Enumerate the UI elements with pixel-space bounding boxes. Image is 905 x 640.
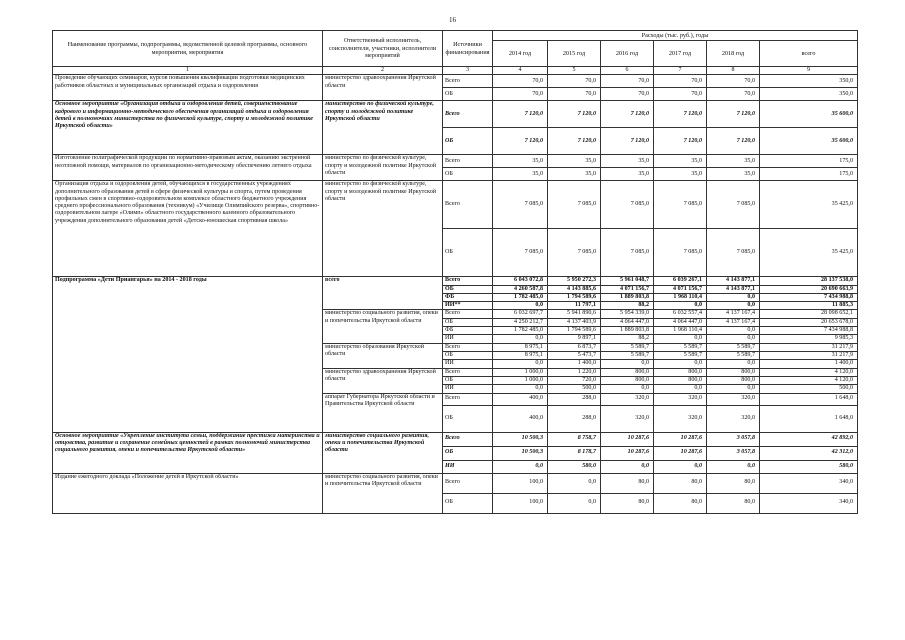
table-row: [53, 473, 858, 493]
funding-source: ФБ: [443, 293, 493, 301]
col-index: 5: [548, 67, 601, 75]
executor: министерство образования Иркутской области: [323, 343, 443, 368]
expense-value: 320,0: [707, 405, 760, 432]
expense-value: 0,0: [654, 302, 707, 310]
expense-value: 800,0: [601, 376, 654, 384]
program-name: Основное мероприятие «Укрепление института семьи, поддержание престижа материнства и отцовства, развитие и сохранение семейных ценностей в рамках полномочий министерства социального развития, опеки и попечительства Иркутской области»: [53, 432, 323, 473]
expense-value: 4 260 587,8: [493, 285, 548, 293]
expense-value: 1 782 485,0: [493, 293, 548, 301]
table-row: [53, 432, 858, 446]
expense-value: 800,0: [654, 368, 707, 376]
header-total: всего: [760, 41, 858, 67]
expense-value: 0,0: [493, 385, 548, 393]
expense-value: 42 312,0: [760, 446, 858, 460]
expense-value: 8 975,1: [493, 343, 548, 351]
funding-source: ИИ**: [443, 302, 493, 310]
header-year: 2014 год: [493, 41, 548, 67]
expense-value: 10 287,6: [654, 432, 707, 446]
expense-value: 1 782 485,0: [493, 327, 548, 335]
expense-value: 35,0: [707, 168, 760, 181]
expense-value: 1 889 803,8: [601, 327, 654, 335]
expense-value: 35 425,0: [760, 229, 858, 277]
funding-source: ИИ: [443, 335, 493, 343]
expense-value: 9 897,1: [548, 335, 601, 343]
executor: всего: [323, 277, 443, 310]
expense-value: 0,0: [707, 385, 760, 393]
header-expenses: Расходы (тыс. руб.), годы: [493, 31, 858, 41]
funding-source: ОБ: [443, 446, 493, 460]
expense-value: 3 057,8: [707, 432, 760, 446]
expense-value: 7 120,0: [654, 128, 707, 155]
header-year: 2015 год: [548, 41, 601, 67]
expense-value: 0,0: [493, 302, 548, 310]
expense-value: 4 137 167,4: [707, 318, 760, 326]
table-row: [53, 101, 858, 128]
expense-value: 7 085,0: [493, 229, 548, 277]
expense-value: 7 085,0: [654, 229, 707, 277]
expense-value: 70,0: [601, 75, 654, 88]
expense-value: 0,0: [654, 360, 707, 368]
expense-value: 350,0: [760, 88, 858, 101]
expense-value: 4 120,0: [760, 376, 858, 384]
expense-value: 400,0: [493, 405, 548, 432]
page-number: 16: [449, 16, 456, 24]
expense-value: 0,0: [707, 293, 760, 301]
expense-value: 7 434 988,8: [760, 293, 858, 301]
expense-value: 1 000,0: [493, 376, 548, 384]
expense-value: 5 473,7: [548, 352, 601, 360]
expense-value: 7 085,0: [601, 181, 654, 229]
executor: министерство социального развития, опеки и попечительства Иркутской области: [323, 473, 443, 513]
expense-value: 35,0: [493, 155, 548, 168]
funding-source: ОБ: [443, 352, 493, 360]
expense-value: 6 032 557,4: [654, 310, 707, 318]
expense-value: 88,2: [601, 335, 654, 343]
funding-source: ОБ: [443, 376, 493, 384]
expense-value: 10 287,6: [601, 432, 654, 446]
expense-value: 0,0: [493, 335, 548, 343]
program-name: Изготовление полиграфической продукции по нормативно-правовым актам, оказанию экстренной неотложной помощи, материалов по организационно-методическому обеспечению летнего отдыха: [53, 155, 323, 181]
expense-value: 7 120,0: [493, 128, 548, 155]
expense-value: 0,0: [601, 360, 654, 368]
expense-value: 320,0: [601, 405, 654, 432]
expense-value: 4 137 403,9: [548, 318, 601, 326]
expense-value: 0,0: [493, 360, 548, 368]
funding-source: ОБ: [443, 229, 493, 277]
col-index: 2: [323, 67, 443, 75]
expense-value: 70,0: [548, 75, 601, 88]
expense-value: 35,0: [493, 168, 548, 181]
executor: министерство по физической культуре, спорту и молодежной политике Иркутской области: [323, 155, 443, 181]
expense-value: 350,0: [760, 75, 858, 88]
expense-value: 35,0: [707, 155, 760, 168]
expense-value: 100,0: [493, 493, 548, 513]
expense-value: 0,0: [493, 460, 548, 473]
expense-value: 1 968 110,4: [654, 327, 707, 335]
executor: министерство по физической культуре, спорту и молодежной политике Иркутской области: [323, 101, 443, 155]
funding-source: ОБ: [443, 128, 493, 155]
program-name: Проведение обучающих семинаров, курсов повышения квалификации подготовки медицинских работников областных и муниципальных организаций отдыха и оздоровления: [53, 75, 323, 101]
expense-value: 7 085,0: [654, 181, 707, 229]
expense-value: 35,0: [654, 168, 707, 181]
expense-value: 340,0: [760, 473, 858, 493]
header-year: 2016 год: [601, 41, 654, 67]
expense-value: 6 032 697,7: [493, 310, 548, 318]
funding-source: ОБ: [443, 318, 493, 326]
program-name: Издание ежегодного доклада «Положение детей в Иркутской области»: [53, 473, 323, 513]
expense-value: 1 968 110,4: [654, 293, 707, 301]
expense-value: 80,0: [707, 493, 760, 513]
expense-value: 800,0: [601, 368, 654, 376]
funding-source: ОБ: [443, 285, 493, 293]
expense-value: 70,0: [707, 88, 760, 101]
expense-value: 80,0: [654, 493, 707, 513]
executor: министерство по физической культуре, спорту и молодежной политике Иркутской области: [323, 181, 443, 277]
expense-value: 4 137 167,4: [707, 310, 760, 318]
expense-value: 0,0: [548, 493, 601, 513]
expense-value: 10 287,6: [654, 446, 707, 460]
expense-value: 35,0: [601, 155, 654, 168]
expense-value: 1 648,0: [760, 393, 858, 405]
expense-value: 175,0: [760, 168, 858, 181]
expense-value: 320,0: [601, 393, 654, 405]
executor: министерство здравоохранения Иркутской области: [323, 75, 443, 101]
expense-value: 580,0: [760, 460, 858, 473]
expense-value: 0,0: [548, 473, 601, 493]
expense-value: 288,0: [548, 393, 601, 405]
expense-value: 80,0: [601, 473, 654, 493]
expense-value: 5 961 048,7: [601, 277, 654, 285]
expense-value: 28 137 538,0: [760, 277, 858, 285]
expense-value: 6 873,7: [548, 343, 601, 351]
expense-value: 5 589,7: [654, 343, 707, 351]
expense-value: 288,0: [548, 405, 601, 432]
expense-value: 80,0: [601, 493, 654, 513]
expense-value: 100,0: [493, 473, 548, 493]
expense-value: 5 954 339,0: [601, 310, 654, 318]
funding-source: ФБ: [443, 327, 493, 335]
expense-value: 11 797,1: [548, 302, 601, 310]
expense-value: 35 425,0: [760, 181, 858, 229]
expense-value: 1 889 803,8: [601, 293, 654, 301]
expense-value: 7 085,0: [707, 181, 760, 229]
expense-value: 4 064 447,0: [654, 318, 707, 326]
expense-value: 320,0: [654, 405, 707, 432]
funding-source: ОБ: [443, 88, 493, 101]
funding-source: Всего: [443, 75, 493, 88]
expense-value: 340,0: [760, 493, 858, 513]
expense-value: 7 120,0: [601, 101, 654, 128]
program-name: Основное мероприятие «Организация отдыха и оздоровления детей, совершенствование кадрового и информационно-методического обеспечения организаций отдыха и оздоровления детей в полномочиях министерства по физической культуре, спорту и молодежной политике Иркутской области»: [53, 101, 323, 155]
expense-value: 10 287,6: [601, 446, 654, 460]
expense-value: 1 400,0: [548, 360, 601, 368]
expense-value: 0,0: [707, 302, 760, 310]
expense-value: 4 143 885,6: [548, 285, 601, 293]
expense-value: 500,0: [548, 385, 601, 393]
expense-value: 320,0: [654, 393, 707, 405]
expense-value: 35,0: [548, 168, 601, 181]
expense-value: 31 217,9: [760, 352, 858, 360]
expense-value: 7 085,0: [548, 229, 601, 277]
expense-value: 7 085,0: [707, 229, 760, 277]
expense-value: 7 120,0: [548, 128, 601, 155]
program-name: Подпрограмма «Дети Приангарья» на 2014 - 2018 годы: [53, 277, 323, 432]
funding-source: ИИ: [443, 460, 493, 473]
funding-source: Всего: [443, 101, 493, 128]
expense-value: 8 178,7: [548, 446, 601, 460]
expense-value: 70,0: [493, 75, 548, 88]
executor: аппарат Губернатора Иркутской области и Правительства Иркутской области: [323, 393, 443, 432]
expense-value: 70,0: [654, 75, 707, 88]
expense-value: 5 941 890,6: [548, 310, 601, 318]
expense-value: 6 039 267,1: [654, 277, 707, 285]
expense-value: 70,0: [707, 75, 760, 88]
expense-value: 8 975,1: [493, 352, 548, 360]
funding-source: ИИ: [443, 360, 493, 368]
expense-value: 7 085,0: [493, 181, 548, 229]
funding-source: ОБ: [443, 168, 493, 181]
header-executor: Ответственный исполнитель, соисполнители, участники, исполнители мероприятий: [323, 31, 443, 67]
table-row: [53, 277, 858, 285]
expense-value: 5 589,7: [601, 343, 654, 351]
expense-value: 7 085,0: [601, 229, 654, 277]
expense-value: 5 589,7: [601, 352, 654, 360]
table-body: [53, 75, 858, 513]
expense-value: 0,0: [707, 360, 760, 368]
expense-value: 0,0: [654, 335, 707, 343]
expense-value: 800,0: [707, 376, 760, 384]
expense-value: 0,0: [601, 385, 654, 393]
expense-value: 175,0: [760, 155, 858, 168]
expense-value: 35 600,0: [760, 128, 858, 155]
expense-value: 80,0: [707, 473, 760, 493]
expense-value: 4 250 212,7: [493, 318, 548, 326]
header-year: 2018 год: [707, 41, 760, 67]
funding-source: ОБ: [443, 493, 493, 513]
expense-value: 35,0: [654, 155, 707, 168]
col-index: 1: [53, 67, 323, 75]
header-source: Источники финансирования: [443, 31, 493, 67]
expense-value: 9 985,3: [760, 335, 858, 343]
expense-value: 5 589,7: [707, 352, 760, 360]
expense-value: 0,0: [654, 460, 707, 473]
expense-value: 7 120,0: [654, 101, 707, 128]
expense-value: 0,0: [601, 460, 654, 473]
table-row: [53, 75, 858, 88]
expense-value: 7 120,0: [601, 128, 654, 155]
executor: министерство социального развития, опеки и попечительства Иркутской области: [323, 310, 443, 343]
expense-value: 0,0: [707, 335, 760, 343]
expense-value: 31 217,9: [760, 343, 858, 351]
funding-source: Всего: [443, 393, 493, 405]
expense-value: 6 043 072,8: [493, 277, 548, 285]
executor: министерство здравоохранения Иркутской области: [323, 368, 443, 393]
expense-value: 580,0: [548, 460, 601, 473]
funding-source: Всего: [443, 343, 493, 351]
funding-source: Всего: [443, 432, 493, 446]
col-index: 3: [443, 67, 493, 75]
expense-value: 7 434 988,8: [760, 327, 858, 335]
program-name: Организация отдыха и оздоровления детей, обучающихся в государственных учреждениях дополнительного образования детей в сфере физической культуры и спорта, путем проведения профильных смен в спортивно-оздоровительном комплексе областного бюджетного учреждения среднего профессионального образования (техникум) «Училище Олимпийского резерва», спортивно-оздоровительном лагере «Олимп» областного государственного казенного образовательного учреждения дополнительного образования детей «Детско-юношеская спортивная школа»: [53, 181, 323, 277]
expense-value: 42 892,0: [760, 432, 858, 446]
expense-value: 8 758,7: [548, 432, 601, 446]
expense-value: 1 400,0: [760, 360, 858, 368]
col-index: 4: [493, 67, 548, 75]
expense-value: 10 500,3: [493, 432, 548, 446]
funding-source: Всего: [443, 277, 493, 285]
expense-value: 70,0: [493, 88, 548, 101]
expense-value: 1 220,0: [548, 368, 601, 376]
col-index: 7: [654, 67, 707, 75]
expense-value: 320,0: [707, 393, 760, 405]
expense-value: 800,0: [654, 376, 707, 384]
expense-value: 35 600,0: [760, 101, 858, 128]
funding-source: Всего: [443, 155, 493, 168]
expense-value: 88,2: [601, 302, 654, 310]
budget-table: [52, 30, 858, 514]
expense-value: 7 120,0: [707, 128, 760, 155]
expense-value: 7 120,0: [548, 101, 601, 128]
funding-source: Всего: [443, 181, 493, 229]
expense-value: 10 500,3: [493, 446, 548, 460]
expense-value: 11 885,3: [760, 302, 858, 310]
funding-source: Всего: [443, 310, 493, 318]
expense-value: 4 071 156,7: [654, 285, 707, 293]
expense-value: 35,0: [601, 168, 654, 181]
funding-source: ИИ: [443, 385, 493, 393]
funding-source: ОБ: [443, 405, 493, 432]
executor: министерство социального развития, опеки и попечительства Иркутской области: [323, 432, 443, 473]
expense-value: 800,0: [707, 368, 760, 376]
expense-value: 720,0: [548, 376, 601, 384]
expense-value: 4 120,0: [760, 368, 858, 376]
expense-value: 20 690 663,9: [760, 285, 858, 293]
expense-value: 70,0: [654, 88, 707, 101]
expense-value: 0,0: [707, 460, 760, 473]
expense-value: 5 589,7: [654, 352, 707, 360]
expense-value: 1 794 589,6: [548, 327, 601, 335]
expense-value: 5 589,7: [707, 343, 760, 351]
expense-value: 7 120,0: [493, 101, 548, 128]
table-row: [53, 155, 858, 168]
expense-value: 4 071 156,7: [601, 285, 654, 293]
expense-value: 80,0: [654, 473, 707, 493]
expense-value: 4 064 447,0: [601, 318, 654, 326]
expense-value: 3 057,8: [707, 446, 760, 460]
expense-value: 7 120,0: [707, 101, 760, 128]
expense-value: 0,0: [707, 327, 760, 335]
col-index: 6: [601, 67, 654, 75]
expense-value: 5 950 272,3: [548, 277, 601, 285]
expense-value: 1 648,0: [760, 405, 858, 432]
expense-value: 7 085,0: [548, 181, 601, 229]
expense-value: 0,0: [654, 385, 707, 393]
funding-source: Всего: [443, 368, 493, 376]
funding-source: Всего: [443, 473, 493, 493]
expense-value: 28 098 652,1: [760, 310, 858, 318]
expense-value: 400,0: [493, 393, 548, 405]
expense-value: 1 000,0: [493, 368, 548, 376]
expense-value: 70,0: [601, 88, 654, 101]
expense-value: 4 143 877,1: [707, 285, 760, 293]
header-year: 2017 год: [654, 41, 707, 67]
expense-value: 20 653 678,0: [760, 318, 858, 326]
expense-value: 4 143 877,1: [707, 277, 760, 285]
col-index: 9: [760, 67, 858, 75]
header-name: Наименование программы, подпрограммы, ведомственной целевой программы, основного мероприятия, мероприятия: [53, 31, 323, 67]
expense-value: 70,0: [548, 88, 601, 101]
table-row: [53, 181, 858, 229]
expense-value: 35,0: [548, 155, 601, 168]
col-index: 8: [707, 67, 760, 75]
expense-value: 1 794 589,6: [548, 293, 601, 301]
expense-value: 500,0: [760, 385, 858, 393]
